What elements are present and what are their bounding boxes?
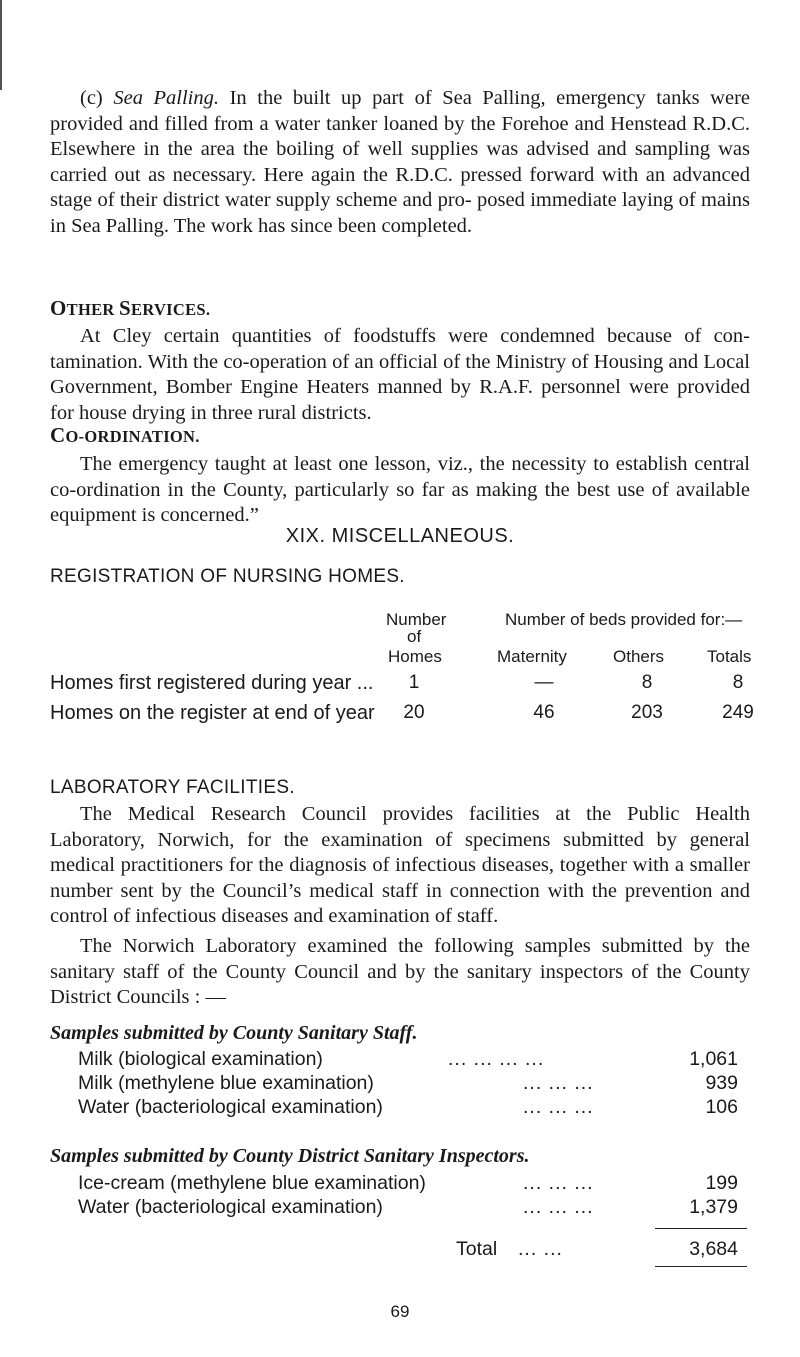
sea-palling-title: Sea Palling. bbox=[113, 87, 220, 109]
row-first-registered-label: Homes first registered during year ... bbox=[50, 672, 374, 694]
row-first-registered-maternity: — bbox=[534, 672, 554, 693]
col-maternity-header: Maternity bbox=[497, 647, 567, 666]
laboratory-paragraph-1: The Medical Research Council provides facilities at the Public Health Laboratory, Norwich, for the examination of specimens submitted by general medical practitioners for the diagnosis of infectious diseases, together with a smaller number sent by the Council’s medical staff in connection with the prevention and control of infectious diseases and examination of staff. bbox=[50, 803, 750, 927]
sea-palling-text: In the built up part of Sea Palling, emergency tanks were provided and filled from a water tanker loaned by the Forehoe and Henstead R.D.C. Elsewhere in the area the boiling of well supplies was advised and sampling was carried out as necessary. Here again the R.D.C. pressed forward with an advanced stage of their district water supply scheme and pro- posed immediate laying of mains in Sea Palling. The work has since been completed. bbox=[50, 87, 750, 237]
sea-palling-lead: (c) bbox=[80, 87, 103, 109]
coordination-heading: CO-ORDINATION. bbox=[50, 423, 200, 447]
other-services-paragraph: At Cley certain quantities of foodstuffs were condemned because of con- tamination. With the co-operation of an official of the Ministry of Housing and Local Government, Bomber Engine Heaters manned by R.A.F. personnel were provided for house drying in three rural districts. bbox=[50, 325, 750, 424]
col-beds-header: Number of beds provided for:— bbox=[505, 610, 743, 629]
row-end-of-year-label: Homes on the register at end of year bbox=[50, 702, 375, 724]
total-row: Total ... ... 3,684 bbox=[456, 1238, 738, 1260]
row-end-of-year-totals: 249 bbox=[722, 702, 754, 723]
district-inspectors-heading: Samples submitted by County District Sanitary Inspectors. bbox=[50, 1145, 530, 1167]
other-services-heading: OTHER SERVICES. bbox=[50, 296, 211, 320]
col-number-line1: Number bbox=[386, 610, 447, 629]
row-first-registered-others: 8 bbox=[641, 672, 653, 693]
laboratory-heading: LABORATORY FACILITIES. bbox=[50, 777, 295, 798]
row-end-of-year-maternity: 46 bbox=[533, 702, 555, 723]
page-number: 69 bbox=[390, 1302, 410, 1321]
row-end-of-year-homes: 20 bbox=[403, 702, 425, 723]
county-staff-heading: Samples submitted by County Sanitary Staff. bbox=[50, 1022, 418, 1044]
total-label: Total bbox=[456, 1238, 498, 1260]
page-edge-line bbox=[0, 0, 2, 90]
row-first-registered-totals: 8 bbox=[732, 672, 744, 693]
section-title: XIX. MISCELLANEOUS. bbox=[285, 525, 515, 547]
col-totals-header: Totals bbox=[707, 647, 752, 666]
nursing-homes-table bbox=[50, 610, 760, 730]
col-others-header: Others bbox=[613, 647, 665, 666]
col-number-line2: of bbox=[407, 627, 422, 646]
sample-row: Water (bacteriological examination) ... ... ... 1,379 bbox=[78, 1196, 738, 1218]
total-rule-bottom bbox=[655, 1266, 747, 1267]
sample-row: Ice-cream (methylene blue examination) ... ... ... 199 bbox=[78, 1172, 738, 1194]
row-end-of-year-others: 203 bbox=[631, 702, 663, 723]
laboratory-paragraph-2: The Norwich Laboratory examined the following samples submitted by the sanitary staff of the County Council and by the sanitary inspectors of the County District Councils : — bbox=[50, 935, 750, 1008]
sea-palling-paragraph bbox=[50, 86, 750, 239]
col-number-line3: Homes bbox=[388, 647, 442, 666]
total-value: 3,684 bbox=[689, 1238, 738, 1260]
nursing-homes-heading: REGISTRATION OF NURSING HOMES. bbox=[50, 566, 405, 587]
sample-row: Milk (biological examination) ... ... ... ... 1,061 bbox=[78, 1048, 738, 1070]
sample-row: Milk (methylene blue examination) ... ... ... 939 bbox=[78, 1072, 738, 1094]
total-rule-top bbox=[655, 1228, 747, 1229]
row-first-registered-homes: 1 bbox=[408, 672, 420, 693]
sample-row: Water (bacteriological examination) ... ... ... 106 bbox=[78, 1096, 738, 1118]
coordination-paragraph: The emergency taught at least one lesson, viz., the necessity to establish central co-ordination in the County, particularly so far as making the best use of available equipment is concerned.” bbox=[50, 453, 750, 526]
